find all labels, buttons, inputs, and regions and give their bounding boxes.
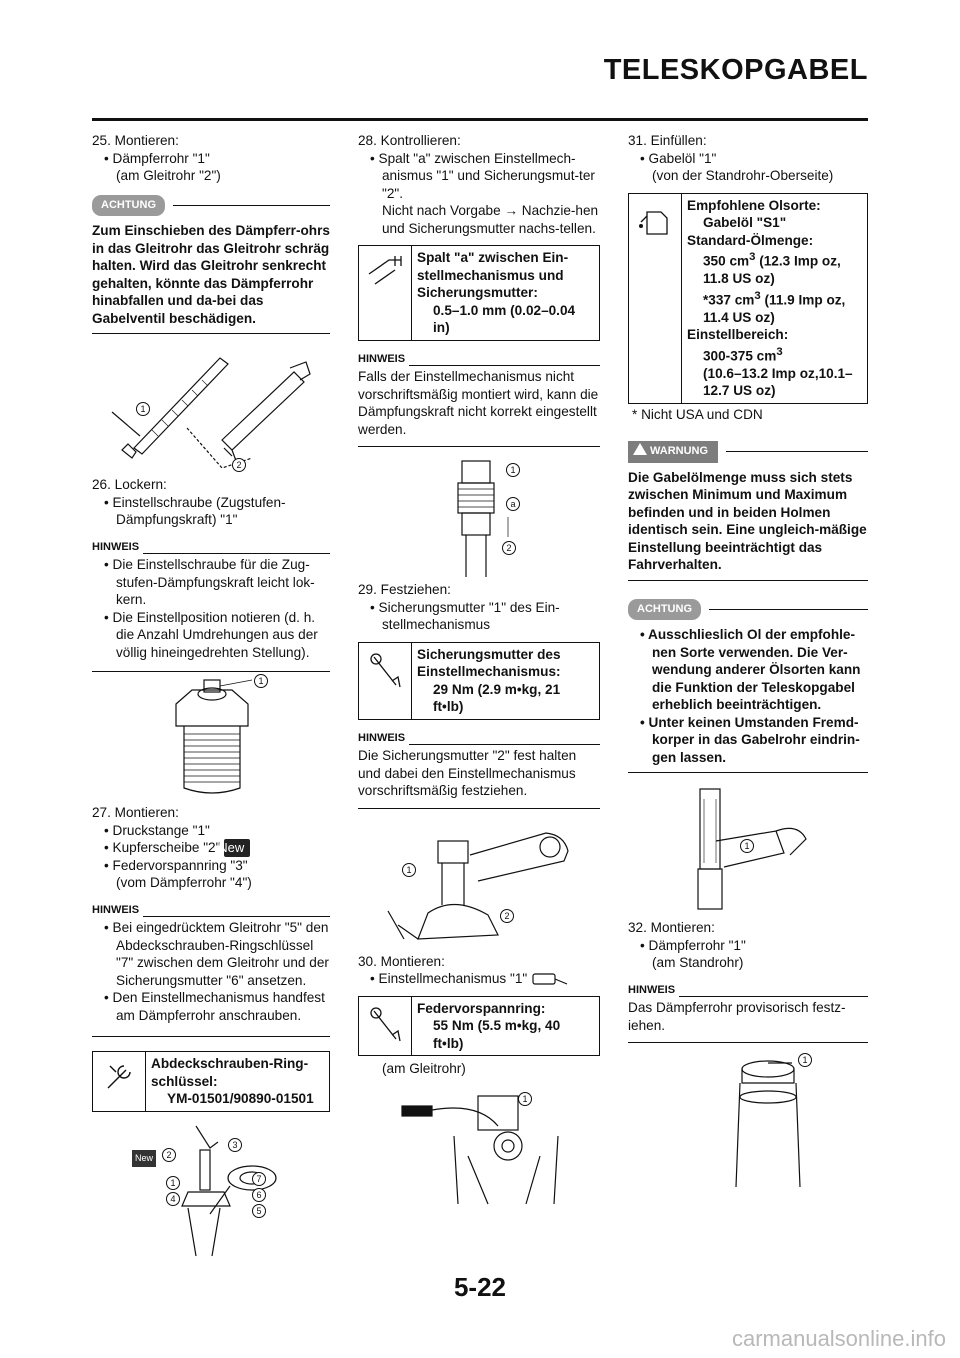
- step-28-item: • Spalt "a" zwischen Einstellmech-anismus "1" und Sicherungsmut-ter "2".: [370, 150, 595, 201]
- gap-measure-illustration: [358, 453, 600, 577]
- callout-4: 4: [166, 1192, 180, 1206]
- tool-value: YM-01501/90890-01501: [167, 1091, 314, 1106]
- hinweis-label: HINWEIS: [628, 983, 676, 996]
- torque-wrench-icon: [359, 997, 412, 1056]
- achtung-label: ACHTUNG: [628, 599, 701, 621]
- torque-29-value: 29 Nm (2.9 m•kg, 21 ft•lb): [433, 681, 561, 714]
- callout-1: 1: [166, 1176, 180, 1190]
- step-31-sub: (von der Standrohr-Oberseite): [652, 168, 834, 183]
- adjuster-bolt-illustration: [92, 678, 330, 798]
- achtung-text: Zum Einschieben des Dämpferr-ohrs in das Gleitrohr das Gleitrohr schräg halten. Wird das Gleitrohr senkrecht gehalten, könnte das Dämpferrohr hinabfallen und da-bei das Gabelventil beschädigen.: [92, 223, 330, 326]
- achtung-2-item-1: • Ausschlieslich Ol der empfohle-nen Sorte verwenden. Die Ver-wendung anderer Ölsorten kann die Funktion der Teleskopgabel erheblich beeinträchtigen.: [640, 627, 861, 713]
- step-29-item: • Sicherungsmutter "1" des Ein-stellmechanismus: [370, 599, 560, 632]
- oil-fill-illustration: [628, 783, 868, 913]
- callout-5: 5: [252, 1204, 266, 1218]
- page-number: 5-22: [453, 1272, 507, 1302]
- step-31-item: • Gabelöl "1": [640, 150, 717, 166]
- column-middle: [358, 132, 600, 1206]
- warnung-header: [628, 441, 868, 463]
- step-27-item-2: • Kupferscheibe "2" New: [92, 839, 330, 857]
- gap-spec-name: Spalt "a" zwischen Ein-stellmechanismus und Sicherungsmutter:: [417, 250, 569, 300]
- step-32-item: • Dämpferrohr "1": [640, 937, 746, 953]
- page-title: TELESKOPGABEL: [603, 54, 868, 86]
- warnung-label: WARNUNG: [628, 441, 718, 463]
- oil-l1: Empfohlene Olsorte:: [687, 197, 821, 213]
- step-28-title: 28. Kontrollieren:: [358, 133, 461, 148]
- callout-2: 2: [500, 909, 514, 923]
- hinweis-label: HINWEIS: [92, 540, 140, 553]
- hinweis-27: [92, 902, 330, 1038]
- adjuster-install-illustration: [358, 1086, 600, 1206]
- watermark: carmanualsonline.info: [731, 1326, 946, 1351]
- step-28-sub: Nicht nach Vorgabe → Nachzie-hen und Sicherungsmutter nachs-tellen.: [382, 203, 599, 236]
- tool-spec-box: [92, 1051, 330, 1112]
- hinweis-label: HINWEIS: [358, 731, 406, 744]
- header-rule: [92, 118, 868, 121]
- callout-1: 1: [518, 1092, 532, 1106]
- divider: [92, 333, 330, 334]
- oil-l2: Gabelöl "S1": [703, 215, 787, 230]
- achtung-header: [92, 195, 330, 217]
- torque-29-name: Sicherungsmutter des Einstellmechanismus:: [417, 646, 561, 679]
- hinweis-28: [358, 351, 600, 448]
- hinweis-26-item-2: • Die Einstellposition notieren (d. h. die Anzahl Umdrehungen aus der völlig hineingedrehten Stellung).: [104, 609, 318, 660]
- step-27-item-1: • Druckstange "1": [104, 822, 210, 838]
- new-badge: New: [132, 1150, 156, 1168]
- hinweis-32: [628, 982, 868, 1044]
- hinweis-26-item-1: • Die Einstellschraube für die Zug-stufen-Dämpfungskraft leicht lok-kern.: [104, 557, 315, 607]
- warning-triangle-icon: [633, 443, 647, 455]
- hinweis-label: HINWEIS: [92, 903, 140, 916]
- torque-29-box: [358, 642, 600, 720]
- damper-tube-illustration: [92, 340, 330, 472]
- hinweis-label: HINWEIS: [358, 352, 406, 365]
- callout-3: 3: [228, 1138, 242, 1152]
- torque-30-value: 55 Nm (5.5 m•kg, 40 ft•lb): [433, 1018, 561, 1051]
- column-left: [92, 132, 330, 1258]
- callout-2: 2: [502, 541, 516, 555]
- callout-7: 7: [252, 1172, 266, 1186]
- wrench-icon: [93, 1052, 146, 1111]
- step-30-after: (am Gleitrohr): [382, 1061, 466, 1076]
- column-right: [628, 132, 868, 1187]
- tool-name: Abdeckschrauben-Ring-schlüssel:: [151, 1056, 309, 1089]
- caliper-icon: [359, 246, 412, 340]
- gap-spec-value: 0.5–1.0 mm (0.02–0.04 in): [433, 302, 576, 335]
- oil-can-icon: [629, 194, 682, 403]
- oil-spec-box: [628, 193, 868, 404]
- callout-a: a: [506, 497, 520, 511]
- hinweis-32-text: Das Dämpferrohr provisorisch festz-iehen.: [628, 1000, 846, 1033]
- oil-l4: 350 $cm^3$ (12.3 Imp oz, 11.8 US oz): [703, 251, 841, 287]
- step-25-title: 25. Montieren:: [92, 133, 179, 148]
- callout-1: 1: [740, 839, 754, 853]
- callout-2: 2: [232, 458, 246, 472]
- ring-wrench-illustration: [92, 1122, 330, 1258]
- step-26-item: • Einstellschraube (Zugstufen-Dämpfungskraft) "1": [104, 494, 286, 527]
- callout-6: 6: [252, 1188, 266, 1202]
- step-32-title: 32. Montieren:: [628, 920, 715, 936]
- callout-1: 1: [254, 674, 268, 688]
- hinweis-27-item-2: • Den Einstellmechanismus handfest am Dämpferrohr anschrauben.: [104, 990, 325, 1023]
- callout-2: 2: [162, 1148, 176, 1162]
- callout-1: 1: [798, 1053, 812, 1067]
- step-27-sub: (vom Dämpferrohr "4"): [116, 875, 252, 890]
- step-25-item: • Dämpferrohr "1": [104, 150, 210, 166]
- footnote: * Nicht USA und CDN: [632, 406, 763, 422]
- gap-spec-box: [358, 245, 600, 341]
- achtung-label: ACHTUNG: [92, 195, 165, 217]
- hinweis-26: [92, 539, 330, 673]
- hinweis-29: [358, 730, 600, 809]
- oil-l3: Standard-Ölmenge:: [687, 232, 814, 248]
- callout-1: 1: [402, 863, 416, 877]
- step-26-title: 26. Lockern:: [92, 477, 167, 492]
- callout-1: 1: [506, 463, 520, 477]
- oil-l5: *337 $cm^3$ (11.9 Imp oz, 11.4 US oz): [703, 289, 846, 325]
- step-32-sub: (am Standrohr): [652, 955, 744, 971]
- torque-30-box: [358, 996, 600, 1057]
- step-30-item: • Einstellmechanismus "1": [358, 970, 600, 988]
- step-27-title: 27. Montieren:: [92, 805, 179, 820]
- hinweis-27-item-1: • Bei eingedrücktem Gleitrohr "5" den Abdeckschrauben-Ringschlüssel "7" zwischen dem Gleitrohr und der Sicherungsmutter "6" ansetzen.: [104, 920, 329, 988]
- new-badge: New: [224, 839, 250, 857]
- torque-30-name: Federvorspannring:: [417, 1000, 546, 1016]
- step-27-item-3: • Federvorspannring "3": [104, 857, 248, 873]
- achtung-2-item-2: • Unter keinen Umstanden Fremd-korper in das Gabelrohr eindrin-gen lassen.: [640, 714, 860, 765]
- torque-wrench-icon: [359, 643, 412, 719]
- hinweis-29-text: Die Sicherungsmutter "2" fest halten und dabei den Einstellmechanismus vorschriftsmäßig festziehen.: [358, 748, 577, 798]
- step-31-title: 31. Einfüllen:: [628, 133, 707, 148]
- damper-tube-install-illustration: [628, 1057, 868, 1187]
- oil-l8: (10.6–13.2 Imp oz,10.1–12.7 US oz): [703, 365, 853, 399]
- step-29-title: 29. Festziehen:: [358, 582, 451, 597]
- achtung-header: [628, 599, 868, 621]
- oil-l7: 300-375 $cm^3$: [703, 345, 783, 364]
- special-tool-icon: [531, 972, 569, 986]
- step-25-sub: (am Gleitrohr "2"): [116, 168, 221, 183]
- hinweis-28-text: Falls der Einstellmechanismus nicht vorschriftsmäßig montiert wird, kann die Dämpfungskraft nicht korrekt eingestellt werden.: [358, 369, 599, 437]
- oil-l6: Einstellbereich:: [687, 327, 789, 343]
- callout-1: 1: [136, 402, 150, 416]
- step-30-title: 30. Montieren:: [358, 953, 445, 969]
- warnung-text: Die Gabelölmenge muss sich stets zwischen Minimum und Maximum befinden und in beiden Holmen identisch sein. Eine ungleich-mäßige Einstellung beeinträchtigt das Fahrverhalten.: [628, 469, 867, 573]
- locknut-tighten-illustration: [358, 815, 600, 951]
